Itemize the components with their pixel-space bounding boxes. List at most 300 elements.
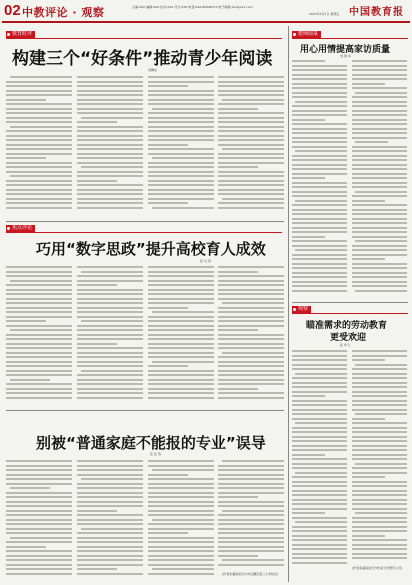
body-text-line — [148, 153, 214, 155]
body-text-line — [292, 481, 347, 483]
body-text-line — [218, 356, 284, 358]
body-text-line — [352, 395, 407, 397]
body-text-line — [77, 81, 143, 83]
body-text-line — [152, 361, 214, 363]
body-text-line — [218, 271, 258, 273]
body-text-line — [6, 193, 72, 195]
body-text-line — [292, 272, 347, 274]
body-text-line — [352, 499, 407, 501]
body-text-line — [6, 356, 72, 358]
body-text-line — [352, 458, 407, 460]
body-text-line — [352, 245, 407, 247]
body-text-line — [77, 573, 143, 575]
body-text-line — [6, 501, 72, 503]
body-text-line — [6, 532, 72, 534]
body-text-line — [77, 148, 143, 150]
body-text-line — [352, 78, 407, 80]
sidebar-bottom-byline: 张 华 仁 — [340, 343, 351, 347]
article-1-headline: 构建三个“好条件”推动青少年阅读 — [12, 49, 273, 69]
body-text-line — [218, 307, 284, 309]
body-text-line — [222, 559, 284, 561]
body-text-line — [77, 564, 143, 566]
body-text-line — [218, 284, 284, 286]
body-text-line — [218, 162, 284, 164]
body-text-line — [6, 271, 72, 273]
body-text-line — [218, 532, 284, 534]
body-text-line — [292, 445, 347, 447]
body-text-line — [148, 537, 214, 539]
body-text-line — [148, 130, 214, 132]
body-text-line — [218, 117, 284, 119]
body-text-line — [10, 487, 50, 489]
sidebar-top-col-1 — [292, 60, 347, 296]
body-text-line — [152, 108, 214, 110]
body-text-line — [6, 171, 72, 173]
body-text-line — [352, 110, 407, 112]
body-text-line — [292, 557, 347, 559]
body-text-line — [218, 325, 284, 327]
body-text-line — [6, 559, 72, 561]
body-text-line — [352, 177, 407, 179]
body-text-line — [352, 508, 407, 510]
body-text-line — [292, 227, 347, 229]
body-text-line — [77, 559, 143, 561]
body-text-line — [6, 135, 72, 137]
body-text-line — [355, 191, 407, 193]
body-text-line — [292, 254, 347, 256]
body-text-line — [292, 159, 347, 161]
body-text-line — [6, 94, 72, 96]
body-text-line — [77, 347, 143, 349]
body-text-line — [218, 528, 284, 530]
body-text-line — [292, 494, 347, 496]
body-text-line — [77, 198, 143, 200]
body-text-line — [77, 316, 143, 318]
body-text-line — [6, 320, 46, 322]
body-text-line — [148, 162, 214, 164]
body-text-line — [218, 126, 284, 128]
body-text-line — [6, 519, 72, 521]
body-text-line — [222, 510, 284, 512]
body-text-line — [6, 383, 72, 385]
body-text-line — [148, 189, 214, 191]
body-text-line — [148, 383, 214, 385]
body-text-line — [77, 388, 143, 390]
body-text-line — [77, 568, 117, 570]
body-text-line — [6, 460, 72, 462]
body-text-line — [6, 325, 72, 327]
body-text-line — [292, 503, 347, 505]
body-text-line — [352, 553, 407, 555]
body-text-line — [218, 202, 284, 204]
body-text-line — [148, 180, 214, 182]
body-text-line — [292, 69, 347, 71]
article-2-col-4 — [218, 266, 284, 404]
body-text-line — [218, 166, 258, 168]
body-text-line — [292, 240, 347, 242]
body-text-line — [6, 397, 72, 399]
body-text-line — [218, 334, 284, 336]
body-text-line — [77, 483, 143, 485]
body-text-line — [352, 467, 407, 469]
body-text-line — [148, 144, 188, 146]
body-text-line — [218, 320, 284, 322]
body-text-line — [77, 505, 143, 507]
body-text-line — [352, 427, 407, 429]
body-text-line — [292, 65, 347, 67]
body-text-line — [218, 175, 284, 177]
body-text-line — [292, 285, 347, 287]
body-text-line — [352, 65, 407, 67]
body-text-line — [292, 204, 347, 206]
body-text-line — [218, 541, 284, 543]
body-text-line — [352, 530, 407, 532]
body-text-line — [77, 343, 117, 345]
body-text-line — [292, 391, 347, 393]
body-text-line — [218, 483, 284, 485]
body-text-line — [218, 180, 284, 182]
body-text-line — [6, 465, 72, 467]
body-text-line — [352, 481, 407, 483]
body-text-line — [292, 364, 347, 366]
body-text-line — [218, 184, 284, 186]
body-text-line — [292, 87, 347, 89]
body-text-line — [77, 121, 117, 123]
body-text-line — [218, 465, 284, 467]
body-text-line — [292, 553, 347, 555]
body-text-line — [77, 171, 143, 173]
sidebar-bottom-author-note: (作者系湖南省长沙市某大学教学人员) — [352, 566, 403, 570]
body-text-line — [6, 148, 72, 150]
body-text-line — [292, 548, 347, 550]
body-text-line — [148, 573, 214, 575]
body-text-line — [77, 546, 143, 548]
body-text-line — [352, 150, 407, 152]
body-text-line — [148, 284, 214, 286]
body-text-line — [292, 74, 347, 76]
body-text-line — [6, 311, 72, 313]
body-text-line — [148, 76, 214, 78]
body-text-line — [6, 568, 72, 570]
body-text-line — [295, 521, 347, 523]
body-text-line — [352, 368, 407, 370]
body-text-line — [148, 496, 214, 498]
body-text-line — [148, 352, 214, 354]
body-text-line — [352, 436, 407, 438]
body-text-line — [352, 377, 407, 379]
body-text-line — [148, 275, 214, 277]
body-text-line — [6, 573, 72, 575]
body-text-line — [292, 454, 325, 456]
article-1-byline: 刘佩东 — [148, 68, 158, 72]
body-text-line — [77, 334, 143, 336]
body-text-line — [352, 350, 407, 352]
body-text-line — [6, 81, 72, 83]
body-text-line — [352, 69, 407, 71]
body-text-line — [148, 271, 214, 273]
body-text-line — [6, 180, 72, 182]
body-text-line — [292, 281, 347, 283]
body-text-line — [6, 99, 46, 101]
body-text-line — [352, 218, 407, 220]
body-text-line — [6, 189, 72, 191]
body-text-line — [77, 379, 143, 381]
body-text-line — [352, 454, 407, 456]
article-3-col-2 — [77, 460, 143, 580]
body-text-line — [292, 409, 347, 411]
body-text-line — [222, 148, 284, 150]
body-text-line — [148, 329, 214, 331]
body-text-line — [352, 213, 407, 215]
body-text-line — [222, 99, 284, 101]
body-text-line — [77, 139, 143, 141]
body-text-line — [148, 90, 214, 92]
body-text-line — [148, 510, 214, 512]
body-text-line — [148, 293, 214, 295]
body-text-line — [6, 514, 72, 516]
body-text-line — [352, 382, 407, 384]
body-text-line — [6, 338, 72, 340]
body-text-line — [218, 189, 284, 191]
article-3-col-4 — [218, 460, 284, 570]
body-text-line — [148, 320, 214, 322]
body-text-line — [6, 469, 72, 471]
body-text-line — [6, 302, 72, 304]
body-text-line — [292, 236, 325, 238]
body-text-line — [292, 105, 347, 107]
body-text-line — [352, 105, 407, 107]
body-text-line — [352, 409, 407, 411]
body-text-line — [352, 276, 407, 278]
body-text-line — [148, 343, 214, 345]
body-text-line — [355, 92, 407, 94]
body-text-line — [218, 108, 258, 110]
body-text-line — [292, 418, 347, 420]
body-text-line — [77, 474, 143, 476]
body-text-line — [352, 249, 407, 251]
body-text-line — [6, 347, 72, 349]
body-text-line — [218, 139, 284, 141]
masthead — [2, 1, 410, 23]
body-text-line — [292, 512, 325, 514]
body-text-line — [6, 275, 72, 277]
body-text-line — [218, 193, 284, 195]
body-text-line — [6, 293, 72, 295]
body-text-line — [77, 496, 143, 498]
body-text-line — [355, 463, 407, 465]
sidebar-bottom-headline-1: 瞄准需求的劳动教育 — [306, 321, 388, 331]
body-text-line — [292, 467, 347, 469]
body-text-line — [292, 110, 347, 112]
body-text-line — [352, 431, 407, 433]
body-text-line — [77, 338, 143, 340]
article-1-col-1 — [6, 76, 72, 214]
body-text-line — [148, 465, 214, 467]
body-text-line — [292, 83, 347, 85]
body-text-line — [218, 171, 284, 173]
body-text-line — [152, 469, 214, 471]
body-text-line — [292, 535, 347, 537]
body-text-line — [6, 108, 72, 110]
body-text-line — [77, 76, 143, 78]
body-text-line — [218, 157, 284, 159]
editorial-info: 主编:XXX 编辑:XXX 校对:XXX 设计:XXX 电话:010-82296713 电子邮箱:xxx@xxx.com — [132, 5, 253, 9]
body-text-line — [352, 254, 407, 256]
sidebar-top-byline: 刘 建 华 — [340, 54, 351, 58]
body-text-line — [6, 510, 72, 512]
body-text-line — [292, 508, 347, 510]
body-text-line — [292, 267, 347, 269]
body-text-line — [218, 76, 284, 78]
body-text-line — [81, 528, 143, 530]
body-text-line — [77, 356, 143, 358]
body-text-line — [352, 535, 385, 537]
body-text-line — [77, 501, 143, 503]
body-text-line — [352, 422, 407, 424]
body-text-line — [292, 218, 347, 220]
body-text-line — [6, 266, 72, 268]
article-1-rule — [6, 38, 282, 39]
body-text-line — [218, 153, 284, 155]
body-text-line — [292, 404, 347, 406]
body-text-line — [292, 499, 347, 501]
body-text-line — [218, 347, 284, 349]
body-text-line — [148, 280, 214, 282]
body-text-line — [77, 94, 143, 96]
body-text-line — [77, 352, 143, 354]
body-text-line — [352, 355, 407, 357]
body-text-line — [148, 478, 214, 480]
body-text-line — [6, 388, 72, 390]
body-text-line — [218, 379, 284, 381]
body-text-line — [148, 460, 214, 462]
body-text-line — [77, 153, 143, 155]
body-text-line — [148, 374, 214, 376]
body-text-line — [6, 284, 72, 286]
body-text-line — [148, 474, 188, 476]
sidebar-bottom-col-1 — [292, 350, 347, 570]
body-text-line — [292, 382, 347, 384]
body-text-line — [218, 392, 284, 394]
body-text-line — [292, 359, 347, 361]
body-text-line — [352, 83, 385, 85]
body-text-line — [148, 139, 214, 141]
body-text-line — [352, 168, 407, 170]
body-text-line — [148, 564, 214, 566]
body-text-line — [6, 478, 72, 480]
body-text-line — [292, 539, 347, 541]
body-text-line — [218, 135, 284, 137]
body-text-line — [218, 293, 284, 295]
body-text-line — [148, 81, 214, 83]
body-text-line — [292, 213, 347, 215]
body-text-line — [77, 112, 143, 114]
body-text-line — [148, 148, 214, 150]
body-text-line — [292, 386, 347, 388]
body-text-line — [352, 60, 407, 62]
body-text-line — [10, 175, 72, 177]
article-1-tag: 教育时评 — [6, 31, 35, 38]
body-text-line — [148, 338, 214, 340]
body-text-line — [148, 307, 188, 309]
body-text-line — [77, 397, 143, 399]
body-text-line — [148, 365, 188, 367]
body-text-line — [218, 121, 284, 123]
body-text-line — [218, 275, 284, 277]
body-text-line — [77, 514, 143, 516]
section-title: 中教评论 · 观察 — [22, 6, 105, 19]
body-text-line — [352, 494, 407, 496]
body-text-line — [295, 101, 347, 103]
body-text-line — [152, 519, 214, 521]
body-text-line — [218, 550, 284, 552]
body-text-line — [77, 180, 117, 182]
body-text-line — [352, 204, 407, 206]
body-text-line — [148, 121, 214, 123]
article-2-byline: 张 兵 涛 — [200, 259, 211, 263]
body-text-line — [352, 373, 407, 375]
sidebar-divider — [288, 26, 289, 582]
body-text-line — [148, 392, 214, 394]
body-text-line — [77, 510, 117, 512]
body-text-line — [218, 496, 258, 498]
body-text-line — [292, 164, 347, 166]
body-text-line — [6, 316, 72, 318]
body-text-line — [10, 76, 72, 78]
body-text-line — [218, 207, 284, 209]
body-text-line — [148, 112, 214, 114]
body-text-line — [77, 311, 143, 313]
body-text-line — [352, 114, 407, 116]
body-text-line — [77, 365, 143, 367]
body-text-line — [148, 126, 214, 128]
body-text-line — [292, 123, 347, 125]
article-2-col-3 — [148, 266, 214, 404]
body-text-line — [6, 157, 46, 159]
body-text-line — [10, 329, 72, 331]
body-text-line — [218, 289, 284, 291]
body-text-line — [77, 126, 143, 128]
body-text-line — [292, 173, 347, 175]
body-text-line — [218, 94, 284, 96]
body-text-line — [148, 99, 214, 101]
body-text-line — [292, 114, 347, 116]
body-text-line — [292, 146, 347, 148]
body-text-line — [218, 474, 284, 476]
body-text-line — [355, 290, 407, 292]
body-text-line — [352, 476, 385, 478]
body-text-line — [77, 555, 143, 557]
body-text-line — [292, 92, 347, 94]
body-text-line — [6, 496, 72, 498]
body-text-line — [148, 103, 214, 105]
body-text-line — [218, 130, 284, 132]
body-text-line — [148, 266, 214, 268]
body-text-line — [292, 60, 325, 62]
body-text-line — [292, 427, 347, 429]
body-text-line — [352, 236, 407, 238]
body-text-line — [6, 289, 72, 291]
body-text-line — [77, 532, 143, 534]
divider-2 — [6, 410, 284, 411]
body-text-line — [352, 281, 407, 283]
body-text-line — [352, 490, 407, 492]
body-text-line — [292, 355, 347, 357]
article-3-headline: 别被“普通家庭不能报的专业”误导 — [36, 434, 266, 452]
body-text-line — [148, 289, 214, 291]
body-text-line — [292, 517, 347, 519]
body-text-line — [81, 320, 143, 322]
